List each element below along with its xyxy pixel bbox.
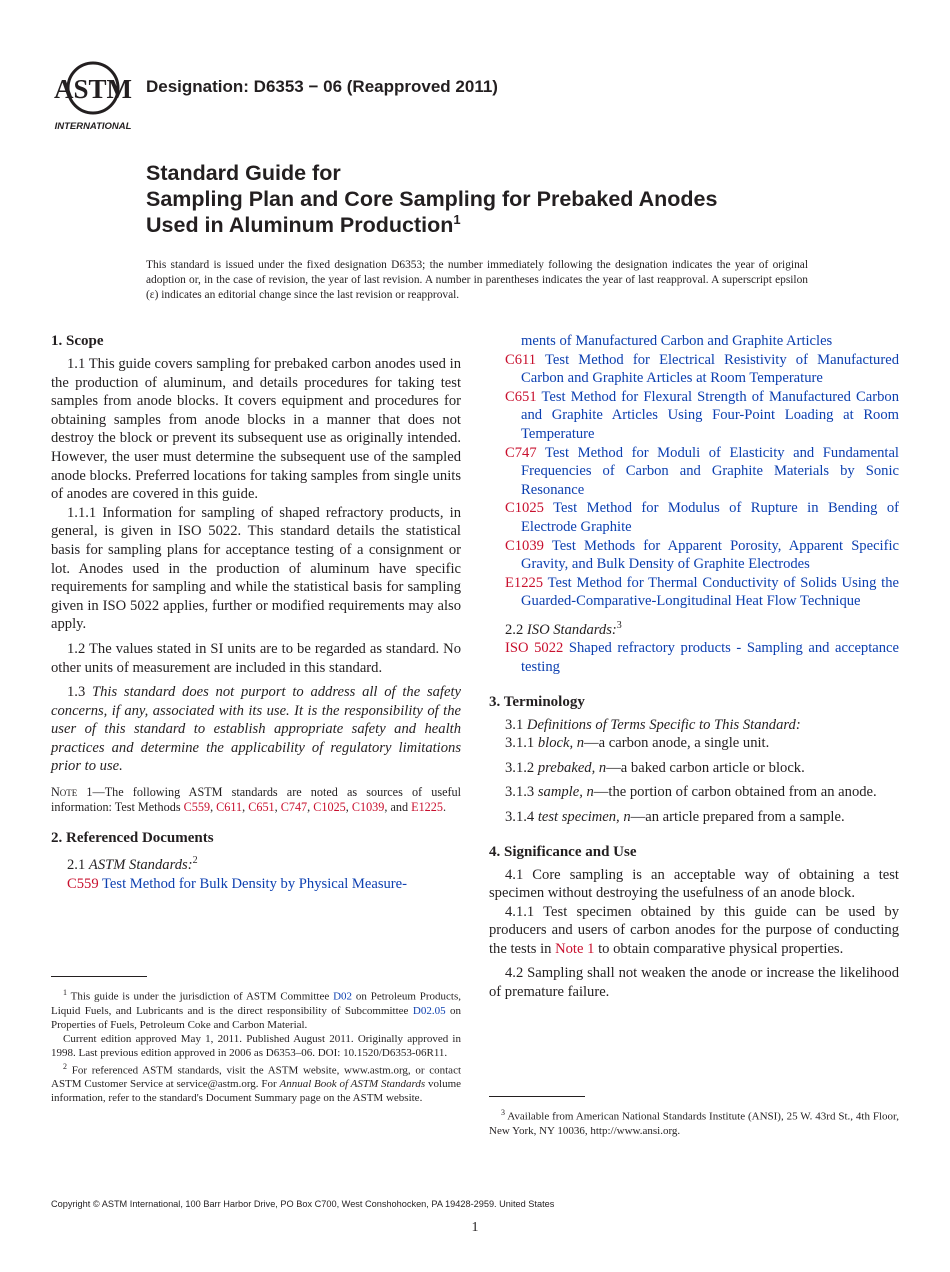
note-ref-c651[interactable]: C651 [248,800,275,815]
footnote-divider-right [489,1096,585,1097]
reference-title[interactable]: Test Method for Moduli of Elasticity and Fundamental Frequencies of Carbon and Graphite Materials by Sonic Resonance [521,444,899,498]
svg-text:ASTM: ASTM [53,74,133,104]
reference-title-continued[interactable]: ments of Manufactured Carbon and Graphite Articles [521,333,833,349]
note-ref-c1039[interactable]: C1039 [351,800,385,815]
footnote-1: $^1$ This guide is under the jurisdiction of ASTM Committee D02 on Petroleum Products, Liquid Fuels, and Lubricants and is the direct responsibility of Subcommittee D02.05 on Properties of Fuels, Petroleum Coke and Carbon Material. [51,988,462,1031]
left-column [51,332,461,893]
section-heading-referenced-documents: 2. Referenced Documents [51,830,214,847]
reference-code[interactable]: C1025 [505,500,544,517]
footnote-1-edition: Current edition approved May 1, 2011. Published August 2011. Originally approved in 1998. Last previous edition approved in 2006 as D6353–06. DOI: 10.1520/D6353-06R11. [51,1032,461,1059]
document-title [146,160,717,238]
reference-item [489,537,899,574]
paragraph-2-2: 2.2 ISO Standards:$^3$ [505,619,622,638]
term-3-1-1: 3.1.1 block, n—a carbon anode, a single unit. [505,735,770,752]
reference-code[interactable]: C1039 [505,537,544,554]
reference-item [489,444,899,500]
page-number: 1 [471,1220,479,1235]
subcommittee-link-d02-05[interactable]: D02.05 [412,1004,446,1017]
footnotes-left [51,986,461,1105]
section-heading-terminology: 3. Terminology [489,693,585,710]
reference-item [489,351,899,388]
reference-item [51,875,461,894]
committee-link-d02[interactable]: D02 [333,990,353,1003]
reference-continuation [489,332,899,351]
reference-title[interactable]: Shaped refractory products - Sampling and acceptance testing [521,640,900,675]
section-heading-significance: 4. Significance and Use [489,843,637,860]
footnote-3: $^3$ Available from American National Standards Institute (ANSI), 25 W. 43rd St., 4th Floor, New York, NY 10036, http://www.ansi.org. [489,1108,899,1137]
reference-code[interactable]: C559 [67,875,99,892]
paragraph-2-1: 2.1 ASTM Standards:$^2$ [67,855,198,873]
reference-title[interactable]: Test Methods for Apparent Porosity, Apparent Specific Gravity, and Bulk Density of Graphite Electrodes [521,537,900,573]
svg-text:INTERNATIONAL: INTERNATIONAL [54,121,132,132]
reference-item [489,499,899,536]
reference-title[interactable]: Test Method for Thermal Conductivity of Solids Using the Guarded-Comparative-Longitudinal Heat Flow Technique [521,574,899,610]
note-ref-c747[interactable]: C747 [280,800,308,815]
paragraph-1-3: 1.3 This standard does not purport to address all of the safety concerns, if any, associated with its use. It is the responsibility of the user of this standard to establish appropriate safety and health practices and determine the applicability of regulatory limitations prior to use. [51,684,461,775]
note-ref-c559[interactable]: C559 [183,800,211,815]
reference-code[interactable]: C611 [505,351,537,368]
reference-item [489,574,899,611]
paragraph-3-1: 3.1 Definitions of Terms Specific to This Standard: [505,716,801,733]
footnote-divider-left [51,976,147,977]
designation: Designation: D6353 − 06 (Reapproved 2011) [146,77,498,96]
reference-title[interactable]: Test Method for Flexural Strength of Manufactured Carbon and Graphite Articles Using Four-Point Loading at Room Temperature [521,388,899,442]
reference-title[interactable]: Test Method for Bulk Density by Physical Measure- [102,875,408,892]
note-1: Note 1—The following ASTM standards are noted as sources of useful information: Test Methods C559, C611, C651, C747, C1025, C1039, and E1225. [51,785,462,815]
reference-code[interactable]: ISO 5022 [505,640,564,657]
footnotes-right [489,1106,899,1138]
reference-code[interactable]: C747 [505,444,537,461]
reference-code[interactable]: E1225 [505,574,544,591]
astm-logo [52,58,134,132]
paragraph-4-1-1: 4.1.1 Test specimen obtained by this guide can be used by producers and users of carbon anodes for the purpose of conducting the tests in Note 1 to obtain comparative physical properties. [489,903,899,957]
reference-item [489,388,899,444]
term-3-1-2: 3.1.2 prebaked, n—a baked carbon article or block. [505,759,805,776]
reference-item-iso [489,639,899,676]
paragraph-1-1-1: 1.1.1 Information for sampling of shaped refractory products, in general, is given in ISO 5022. This standard details the statistical basis for sampling plans for acceptance testing of a consignment or lot. Anodes used in the production of aluminum have specific requirements for sampling and while the statistical basis for sampling given in ISO 5022 applies, further or modified requirements may also apply. [51,504,461,633]
right-column [489,332,899,1002]
intro-paragraph: This standard is issued under the fixed designation D6353; the number immediately following the designation indicates the year of original adoption or, in the case of revision, the year of last revision. A number in parentheses indicates the year of last reapproval. A superscript epsilon (ε) indicates an editorial change since the last revision or reapproval. [146,259,808,301]
paragraph-4-1: 4.1 Core sampling is an acceptable way of obtaining a test specimen without destroying the usefulness of an anode block. [489,866,899,902]
term-3-1-3: 3.1.3 sample, n—the portion of carbon obtained from an anode. [505,784,877,801]
title-footnote-mark[interactable]: 1 [453,211,461,227]
reference-title[interactable]: Test Method for Modulus of Rupture in Bending of Electrode Graphite [521,500,899,535]
section-heading-scope: 1. Scope [51,333,104,349]
footnote-2: $^2$ For referenced ASTM standards, visit the ASTM website, www.astm.org, or contact ASTM Customer Service at service@astm.org. For Annual Book of ASTM Standards volume information, refer to the standard's Document Summary page on the ASTM website. [51,1061,462,1105]
reference-title[interactable]: Test Method for Electrical Resistivity of Manufactured Carbon and Graphite Articles at Room Temperature [521,351,899,387]
paragraph-1-2: 1.2 The values stated in SI units are to be regarded as standard. No other units of measurement are included in this standard. [51,640,461,676]
term-3-1-4: 3.1.4 test specimen, n—an article prepared from a sample. [505,808,845,825]
copyright: Copyright © ASTM International, 100 Barr Harbor Drive, PO Box C700, West Conshohocken, PA 19428-2959. United States [51,1199,555,1209]
title-line-3: Used in Aluminum Production$^1$ [146,211,461,237]
paragraph-1-1: 1.1 This guide covers sampling for prebaked carbon anodes used in the production of aluminum, and details procedures for taking test samples from anode blocks. It covers equipment and procedures for obtaining samples from anode blocks in a manner that does not destroy the block or prevent its subsequent use as originally intended. However, the user must determine the subsequent use of the sampled anode blocks. Preferred locations for taking samples from single units of anodes are covered in this guide. [51,356,461,503]
title-line-1: Standard Guide for [146,161,341,185]
title-line-2: Sampling Plan and Core Sampling for Prebaked Anodes [146,187,718,211]
note-ref-c611[interactable]: C611 [216,800,243,815]
note-1-link[interactable]: Note 1 [555,940,595,957]
note-ref-e1225[interactable]: E1225 [411,800,443,815]
astm-logo-icon [52,58,134,132]
reference-code[interactable]: C651 [505,388,537,405]
note-ref-c1025[interactable]: C1025 [313,800,346,815]
paragraph-4-2: 4.2 Sampling shall not weaken the anode or increase the likelihood of premature failure. [489,965,899,1001]
